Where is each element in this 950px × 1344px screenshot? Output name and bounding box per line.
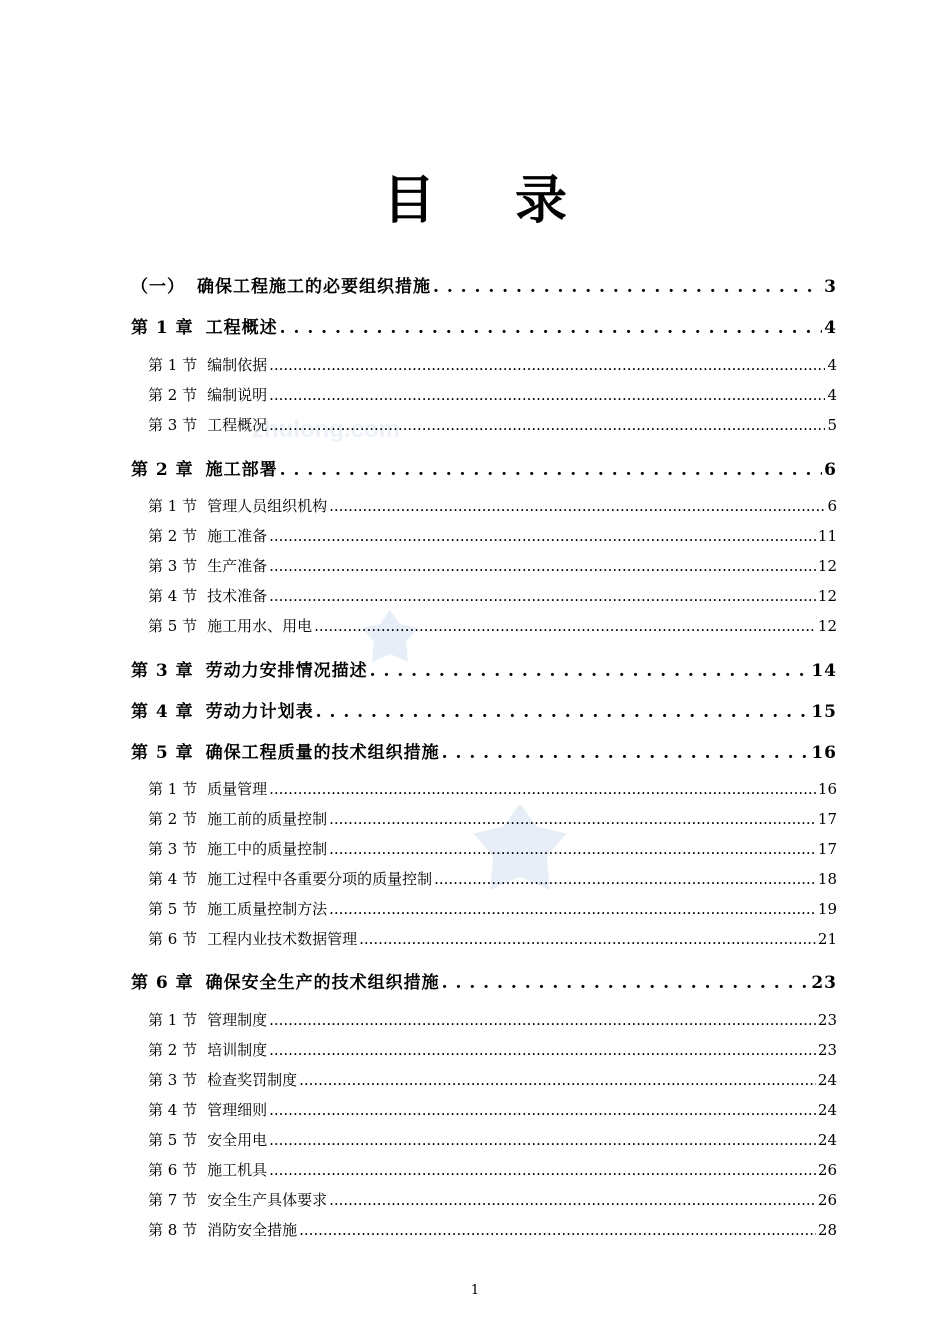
toc-section-entry[interactable] [148,1159,837,1180]
toc-section-entry[interactable] [148,1129,837,1150]
entry-number: 第 2 节 [148,527,198,545]
entry-page-number: 17 [817,810,837,828]
dot-leader [329,497,825,515]
entry-title: 劳动力计划表 [205,702,314,722]
entry-number: 第 1 节 [148,356,198,374]
dot-leader [269,587,816,605]
dot-leader [359,930,816,948]
entry-number: 第 4 章 [131,702,194,722]
entry-page-number: 6 [827,497,837,515]
entry-title: 施工过程中各重要分项的质量控制 [207,870,433,888]
dot-leader [269,527,816,545]
toc-section-entry[interactable] [148,495,837,516]
entry-page-number: 4 [827,386,837,404]
toc-section-entry[interactable] [148,898,837,919]
toc-section-entry[interactable] [148,1009,837,1030]
entry-title: 培训制度 [207,1041,268,1059]
toc-chapter-entry[interactable] [131,656,837,681]
page-number: 1 [470,1283,480,1298]
entry-number: 第 6 节 [148,1161,198,1179]
entry-page-number: 12 [817,587,837,605]
dot-leader [433,277,822,297]
entry-number: 第 8 节 [148,1221,198,1239]
dot-leader [280,460,822,480]
entry-title: 技术准备 [207,587,268,605]
entry-page-number: 4 [827,356,837,374]
entry-title: 消防安全措施 [207,1221,298,1239]
entry-title: 施工机具 [207,1161,268,1179]
dot-leader [299,1071,816,1089]
entry-page-number: 24 [817,1101,837,1119]
entry-number: 第 3 节 [148,1071,198,1089]
dot-leader [269,1161,816,1179]
entry-title: 确保工程施工的必要组织措施 [197,277,431,297]
entry-page-number: 21 [817,930,837,948]
dot-leader [269,1011,816,1029]
entry-number: （一） [131,277,185,297]
dot-leader [269,386,825,404]
entry-title: 确保安全生产的技术组织措施 [205,973,440,993]
dot-leader [299,1221,816,1239]
toc-section-entry[interactable] [148,585,837,606]
toc-section-entry[interactable] [148,868,837,889]
entry-page-number: 12 [817,557,837,575]
toc-chapter-entry[interactable] [131,697,837,722]
dot-leader [269,416,825,434]
dot-leader [269,1041,816,1059]
toc-section-entry[interactable] [148,838,837,859]
toc-section-entry[interactable] [148,808,837,829]
dot-leader [269,780,816,798]
toc-chapter-entry[interactable] [131,968,837,993]
entry-page-number: 23 [811,973,837,993]
dot-leader [269,356,825,374]
entry-number: 第 6 节 [148,930,198,948]
entry-title: 工程内业技术数据管理 [207,930,358,948]
entry-number: 第 2 节 [148,386,198,404]
dot-leader [269,557,816,575]
entry-page-number: 16 [811,743,837,763]
entry-title: 施工准备 [207,527,268,545]
entry-number: 第 3 节 [148,840,198,858]
entry-page-number: 16 [817,780,837,798]
dot-leader [269,1101,816,1119]
entry-number: 第 3 节 [148,416,198,434]
entry-page-number: 11 [817,527,837,545]
toc-section-entry[interactable] [148,778,837,799]
toc-section-entry[interactable] [148,525,837,546]
entry-page-number: 23 [817,1011,837,1029]
entry-page-number: 14 [811,661,837,681]
entry-page-number: 17 [817,840,837,858]
entry-number: 第 2 节 [148,1041,198,1059]
entry-title: 施工用水、用电 [207,617,313,635]
dot-leader [442,743,810,763]
entry-title: 安全用电 [207,1131,268,1149]
entry-page-number: 26 [817,1191,837,1209]
entry-page-number: 24 [817,1071,837,1089]
entry-title: 编制依据 [207,356,268,374]
toc-chapter-entry[interactable] [131,313,837,338]
toc-section-entry[interactable] [148,1099,837,1120]
entry-title: 施工中的质量控制 [207,840,328,858]
watermark-text: zhulong.com [252,416,400,443]
toc-section-entry[interactable] [148,928,837,949]
toc-section-entry[interactable] [148,1069,837,1090]
entry-number: 第 1 节 [148,780,198,798]
toc-section-entry[interactable] [148,1189,837,1210]
entry-title: 施工质量控制方法 [207,900,328,918]
toc-section-entry[interactable] [148,384,837,405]
title-char-2: 录 [515,170,568,231]
entry-number: 第 7 节 [148,1191,198,1209]
entry-number: 第 3 节 [148,557,198,575]
dot-leader [269,1131,816,1149]
entry-page-number: 19 [817,900,837,918]
entry-title: 确保工程质量的技术组织措施 [205,743,440,763]
entry-title: 生产准备 [207,557,268,575]
entry-page-number: 23 [817,1041,837,1059]
dot-leader [280,318,822,338]
toc-section-entry[interactable] [148,555,837,576]
dot-leader [316,702,810,722]
dot-leader [442,973,810,993]
entry-title: 管理人员组织机构 [207,497,328,515]
dot-leader [370,661,810,681]
entry-number: 第 4 节 [148,587,198,605]
dot-leader [329,900,816,918]
dot-leader [314,617,816,635]
entry-page-number: 5 [827,416,837,434]
toc-chapter-entry[interactable] [131,455,837,480]
entry-number: 第 5 节 [148,617,198,635]
entry-number: 第 1 章 [131,318,194,338]
entry-title: 工程概述 [205,318,278,338]
dot-leader [329,840,816,858]
toc-section-entry[interactable] [148,1039,837,1060]
entry-title: 施工前的质量控制 [207,810,328,828]
entry-number: 第 4 节 [148,1101,198,1119]
entry-number: 第 2 章 [131,460,194,480]
entry-title: 质量管理 [207,780,268,798]
entry-title: 编制说明 [207,386,268,404]
dot-leader [329,810,816,828]
entry-number: 第 6 章 [131,973,194,993]
entry-page-number: 4 [824,318,837,338]
entry-title: 施工部署 [205,460,278,480]
dot-leader [329,1191,816,1209]
entry-page-number: 26 [817,1161,837,1179]
entry-title: 工程概况 [207,416,268,434]
entry-title: 安全生产具体要求 [207,1191,328,1209]
entry-page-number: 3 [824,277,837,297]
toc-section-entry[interactable] [148,1219,837,1240]
title-char-1: 目 [382,170,435,231]
entry-number: 第 5 节 [148,900,198,918]
entry-page-number: 18 [817,870,837,888]
toc-chapter-entry[interactable] [131,738,837,763]
toc-section-entry[interactable] [148,615,837,636]
entry-title: 劳动力安排情况描述 [205,661,368,681]
entry-page-number: 28 [817,1221,837,1239]
entry-page-number: 15 [811,702,837,722]
toc-section-entry[interactable] [148,414,837,435]
entry-number: 第 5 章 [131,743,194,763]
entry-title: 管理制度 [207,1011,268,1029]
toc-chapter-entry[interactable] [131,272,837,297]
entry-number: 第 1 节 [148,497,198,515]
entry-number: 第 1 节 [148,1011,198,1029]
entry-page-number: 12 [817,617,837,635]
entry-page-number: 6 [824,460,837,480]
entry-page-number: 24 [817,1131,837,1149]
toc-section-entry[interactable] [148,354,837,375]
entry-title: 检查奖罚制度 [207,1071,298,1089]
entry-number: 第 5 节 [148,1131,198,1149]
dot-leader [434,870,816,888]
entry-number: 第 3 章 [131,661,194,681]
entry-number: 第 4 节 [148,870,198,888]
entry-number: 第 2 节 [148,810,198,828]
entry-title: 管理细则 [207,1101,268,1119]
